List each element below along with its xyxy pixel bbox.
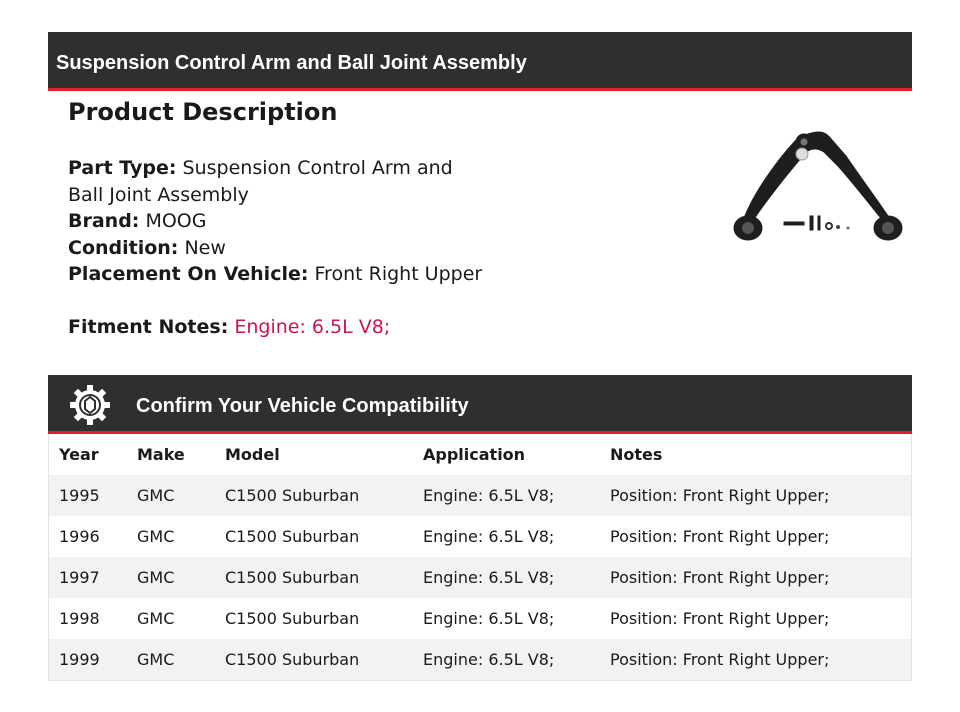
column-header-make: Make: [127, 434, 215, 475]
spacer: [68, 288, 688, 314]
table-row: [49, 598, 912, 639]
gear-logo-icon: [68, 383, 112, 427]
placement-label: Placement On Vehicle:: [68, 263, 309, 285]
cell-model: C1500 Suburban: [225, 486, 360, 505]
condition-value: New: [184, 236, 226, 259]
brand-label: Brand:: [68, 210, 140, 232]
cell-year: 1997: [59, 568, 100, 587]
table-row: [49, 557, 912, 598]
fitment-label: Fitment Notes:: [68, 315, 229, 338]
cell-make: GMC: [137, 527, 175, 546]
cell-application: Engine: 6.5L V8;: [423, 527, 555, 546]
compatibility-table: [48, 434, 912, 681]
placement-value: Front Right Upper: [314, 263, 483, 285]
product-title: Suspension Control Arm and Ball Joint Assembly: [56, 52, 527, 74]
column-header-application: Application: [413, 434, 600, 475]
brand-value: MOOG: [145, 210, 207, 232]
cell-model: C1500 Suburban: [225, 568, 360, 587]
cell-year: 1999: [59, 650, 100, 669]
part-type-value-line2: Ball Joint Assembly: [68, 183, 249, 206]
description-heading: Product Description: [68, 98, 338, 126]
cell-year: 1998: [59, 609, 100, 628]
placement-row: [68, 261, 688, 288]
part-type-label: Part Type:: [68, 157, 177, 179]
cell-notes: Position: Front Right Upper;: [610, 568, 830, 587]
cell-make: GMC: [137, 609, 175, 628]
cell-make: GMC: [137, 650, 175, 669]
condition-row: [68, 235, 688, 262]
table-row: [49, 516, 912, 557]
fitment-value: Engine: 6.5L V8;: [234, 315, 391, 338]
cell-notes: Position: Front Right Upper;: [610, 527, 830, 546]
cell-model: C1500 Suburban: [225, 527, 360, 546]
cell-notes: Position: Front Right Upper;: [610, 609, 830, 628]
compatibility-title: Confirm Your Vehicle Compatibility: [136, 395, 469, 417]
part-type-row: [68, 155, 688, 182]
cell-model: C1500 Suburban: [225, 609, 360, 628]
column-header-notes: Notes: [600, 434, 912, 475]
part-type-value: Suspension Control Arm and: [182, 157, 453, 179]
cell-application: Engine: 6.5L V8;: [423, 486, 555, 505]
fitment-row: [68, 314, 688, 341]
cell-make: GMC: [137, 486, 175, 505]
column-header-model: Model: [215, 434, 413, 475]
product-title-banner: [48, 32, 912, 91]
brand-row: [68, 208, 688, 235]
table-header-row: [49, 434, 912, 475]
table-row: [49, 475, 912, 516]
cell-application: Engine: 6.5L V8;: [423, 568, 555, 587]
cell-notes: Position: Front Right Upper;: [610, 650, 830, 669]
table-row: [49, 639, 912, 681]
cell-application: Engine: 6.5L V8;: [423, 650, 555, 669]
product-description: [68, 94, 688, 340]
cell-make: GMC: [137, 568, 175, 587]
column-header-year: Year: [49, 434, 128, 475]
cell-year: 1995: [59, 486, 100, 505]
cell-model: C1500 Suburban: [225, 650, 360, 669]
cell-notes: Position: Front Right Upper;: [610, 486, 830, 505]
cell-application: Engine: 6.5L V8;: [423, 609, 555, 628]
cell-year: 1996: [59, 527, 100, 546]
compatibility-banner: [48, 375, 912, 434]
condition-label: Condition:: [68, 236, 179, 259]
control-arm-product-image: [726, 118, 910, 252]
